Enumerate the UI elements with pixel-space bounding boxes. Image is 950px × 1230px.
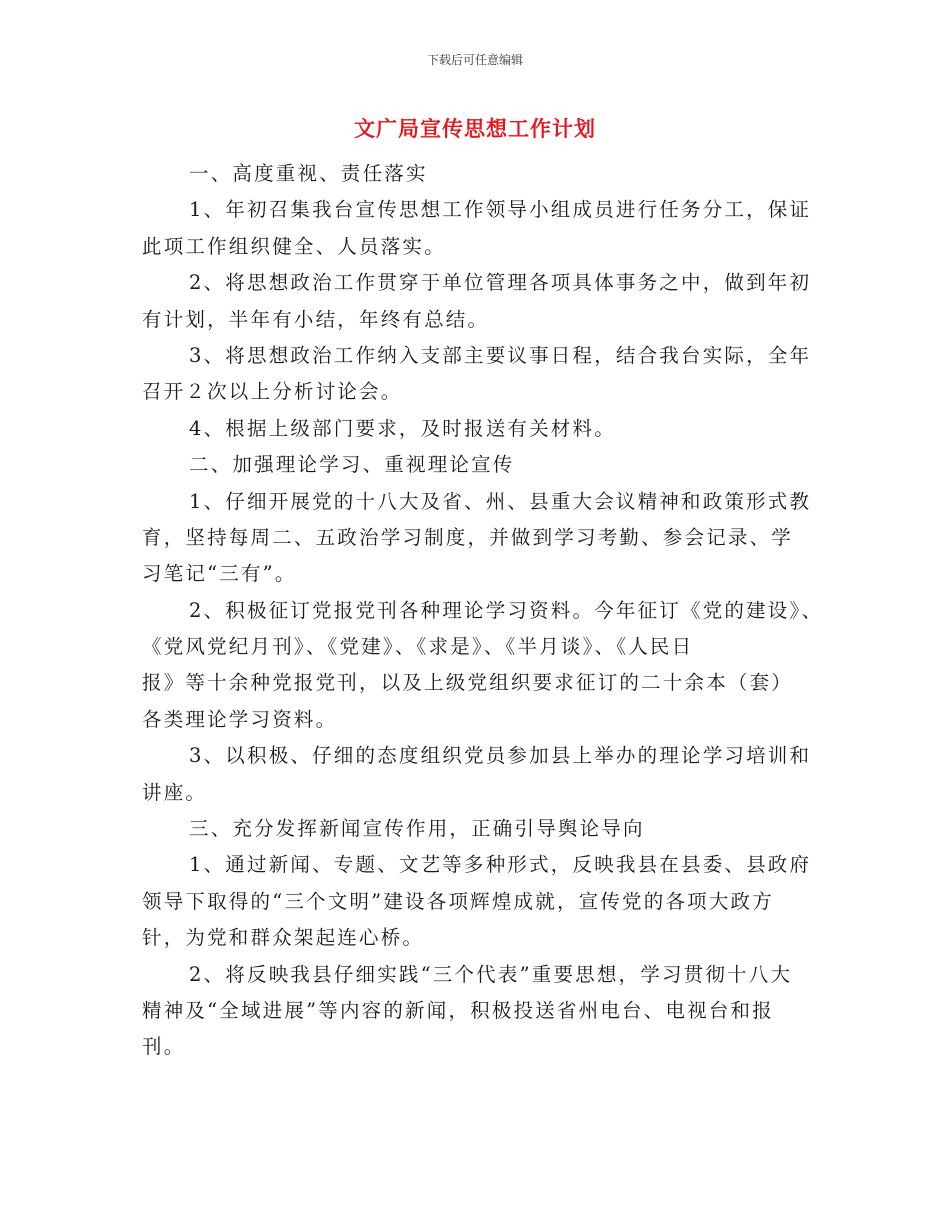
text-line: 3、以积极、仔细的态度组织党员参加县上举办的理论学习培训和 (189, 744, 812, 768)
text-line: 2、积极征订党报党刊各种理论学习资料。今年征订《党的建设》、 (189, 598, 824, 622)
text-line: 2、将思想政治工作贯穿于单位管理各项具体事务之中，做到年初 (189, 271, 812, 295)
text-line: 报》等十余种党报党刊，以及上级党组织要求征订的二十余本（套） (142, 671, 794, 695)
text-line: 《党风党纪月刊》、《党建》、《求是》、《半月谈》、《人民日 (142, 635, 694, 659)
text-line: 1、仔细开展党的十八大及省、州、县重大会议精神和政策形式教 (189, 489, 812, 513)
text-line: 针，为党和群众架起连心桥。 (142, 926, 425, 950)
text-line: 此项工作组织健全、人员落实。 (142, 234, 446, 258)
text-line: 三、充分发挥新闻宣传作用，正确引导舆论导向 (189, 817, 645, 841)
document-body (142, 156, 824, 1066)
text-line: 讲座。 (142, 780, 208, 804)
text-line: 刊。 (142, 1035, 186, 1059)
text-line: 1、年初召集我台宣传思想工作领导小组成员进行任务分工，保证 (189, 198, 812, 222)
text-line: 各类理论学习资料。 (142, 707, 338, 731)
text-line: 习笔记“三有”。 (142, 562, 297, 586)
text-line: 4、根据上级部门要求，及时报送有关材料。 (189, 416, 616, 440)
text-line: 一、高度重视、责任落实 (189, 162, 428, 185)
page-header: 下载后可任意编辑 (426, 53, 523, 67)
text-line: 二、加强理论学习、重视理论宣传 (189, 453, 515, 477)
text-line: 领导下取得的“三个文明”建设各项辉煌成就，宣传党的各项大政方 (142, 889, 774, 913)
text-line: 召开２次以上分析讨论会。 (142, 380, 403, 404)
text-line: 有计划，半年有小结，年终有总结。 (142, 307, 490, 331)
text-line: 2、将反映我县仔细实践“三个代表”重要思想，学习贯彻十八大 (189, 962, 793, 986)
text-line: 精神及“全域进展”等内容的新闻，积极投送省州电台、电视台和报 (142, 998, 774, 1022)
document-title: 文广局宣传思想工作计划 (354, 116, 596, 141)
text-line: 3、将思想政治工作纳入支部主要议事日程，结合我台实际，全年 (189, 343, 812, 367)
text-line: 1、通过新闻、专题、文艺等多种形式，反映我县在县委、县政府 (189, 853, 812, 877)
text-line: 育，坚持每周二、五政治学习制度，并做到学习考勤、参会记录、学 (142, 525, 794, 549)
